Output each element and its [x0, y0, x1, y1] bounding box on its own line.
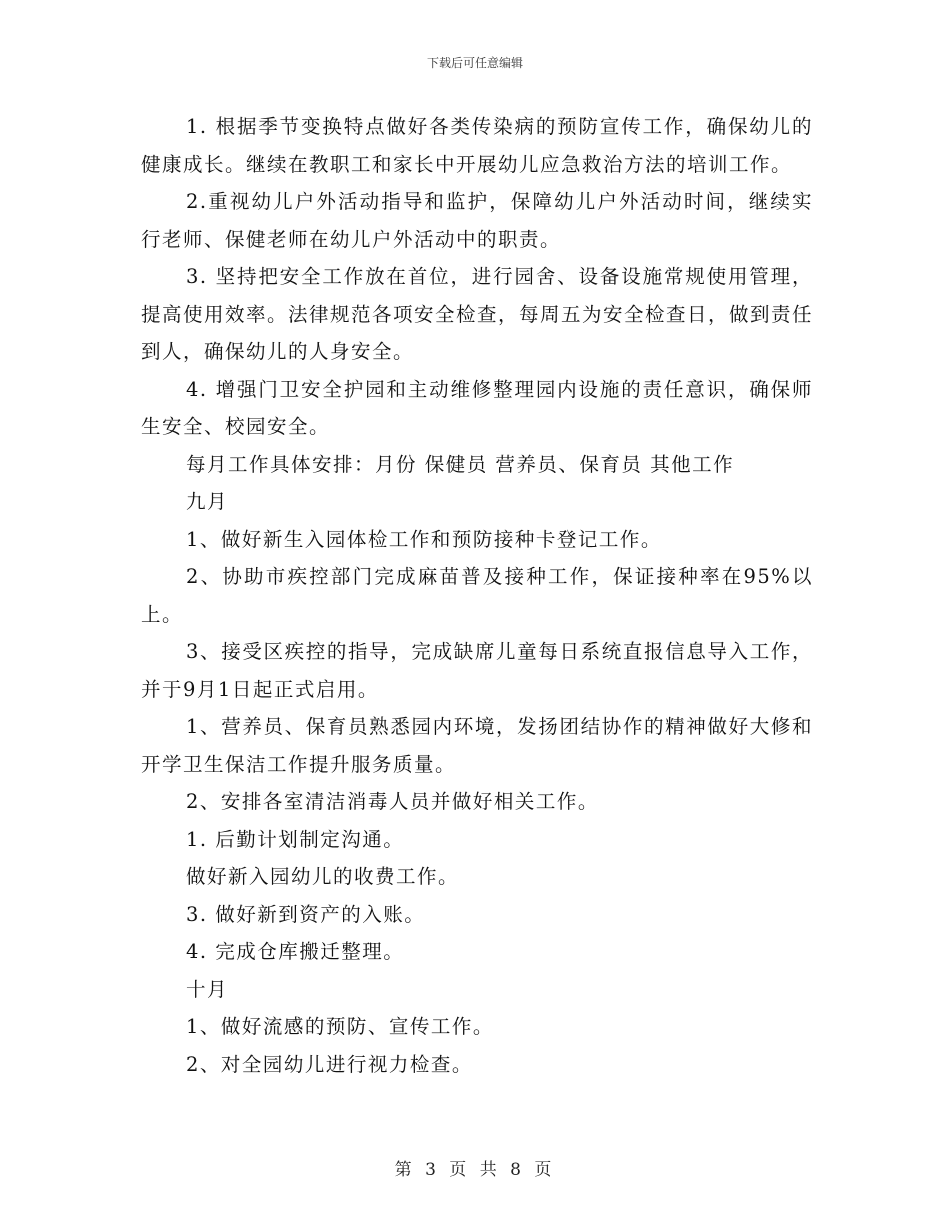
page-number: 第 3 页 共 8 页: [394, 1160, 556, 1180]
month-heading-september: 九月: [186, 490, 229, 513]
paragraph: 3. 做好新到资产的入账。: [186, 902, 426, 926]
page-header: 下载后可任意编辑: [426, 56, 523, 70]
paragraph: 2、对全园幼儿进行视力检查。: [186, 1052, 473, 1076]
paragraph: 1. 根据季节变换特点做好各类传染病的预防宣传工作，确保幼儿的健康成长。继续在教职工和家长中开展幼儿应急救治方法的培训工作。: [141, 115, 813, 176]
paragraph: 2、协助市疾控部门完成麻苗普及接种工作，保证接种率在95%以上。: [141, 565, 813, 626]
paragraph: 2、安排各室清洁消毒人员并做好相关工作。: [186, 790, 599, 813]
paragraph: 1、营养员、保育员熟悉园内环境，发扬团结协作的精神做好大修和开学卫生保洁工作提升服务质量。: [141, 715, 813, 776]
paragraph: 4. 增强门卫安全护园和主动维修整理园内设施的责任意识，确保师生安全、校园安全。: [141, 377, 813, 438]
document-body: [141, 108, 813, 1083]
paragraph: 1. 后勤计划制定沟通。: [186, 827, 405, 851]
schedule-header: 每月工作具体安排：月份 保健员 营养员、保育员 其他工作: [186, 452, 735, 476]
month-heading-october: 十月: [186, 977, 229, 1001]
paragraph: 2.重视幼儿户外活动指导和监护，保障幼儿户外活动时间，继续实行老师、保健老师在幼儿户外活动中的职责。: [141, 190, 813, 251]
paragraph: 4. 完成仓库搬迁整理。: [186, 940, 405, 963]
paragraph: 1、做好流感的预防、宣传工作。: [186, 1015, 494, 1038]
paragraph: 做好新入园幼儿的收费工作。: [186, 865, 460, 888]
paragraph: 3、接受区疾控的指导，完成缺席儿童每日系统直报信息导入工作，并于9月1日起正式启用。: [141, 640, 813, 701]
paragraph: 1、做好新生入园体检工作和预防接种卡登记工作。: [186, 527, 662, 551]
paragraph: 3. 坚持把安全工作放在首位，进行园舍、设备设施常规使用管理，提高使用效率。法律规范各项安全检查，每周五为安全检查日，做到责任到人，确保幼儿的人身安全。: [141, 265, 814, 363]
